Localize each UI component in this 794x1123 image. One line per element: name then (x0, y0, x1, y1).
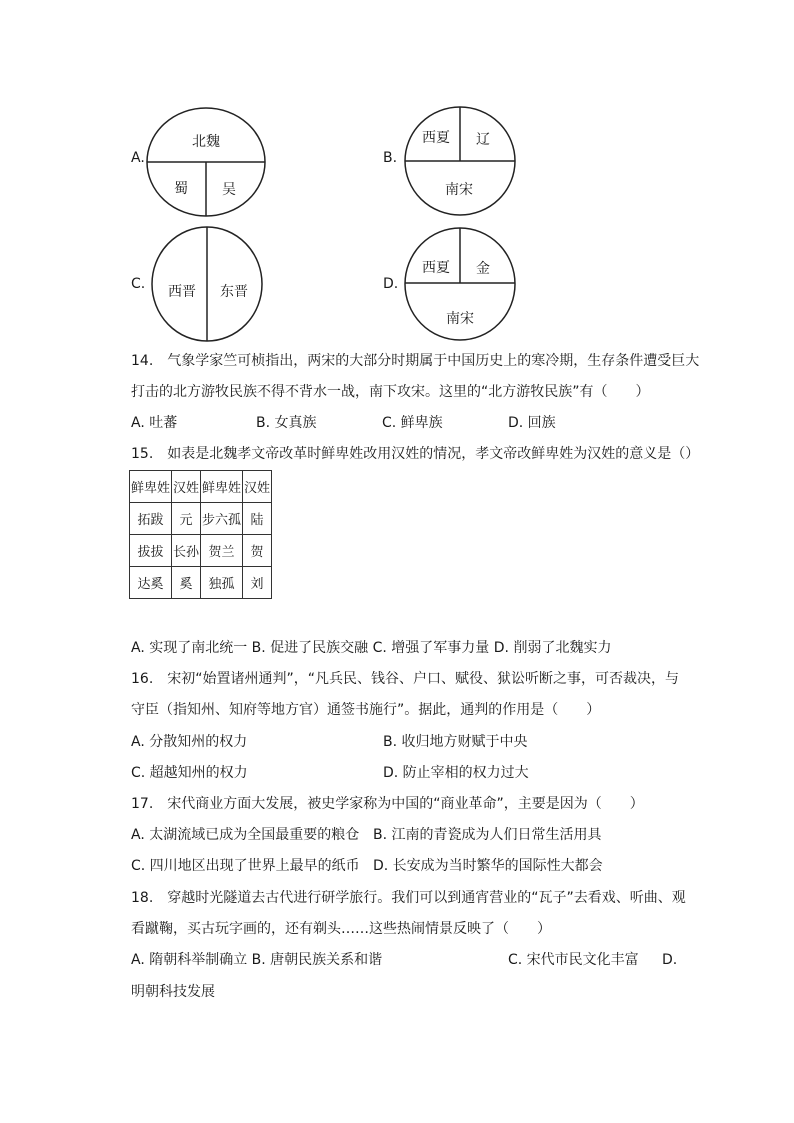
q14-option-b[interactable]: B. 女真族 (256, 415, 317, 431)
surname-table (129, 470, 272, 599)
table-header-cell: 汉姓 (243, 471, 272, 503)
table-row (130, 503, 272, 535)
q14-option-a[interactable]: A. 吐蕃 (131, 415, 178, 431)
q18-stem-line-1: 18. 穿越时光隧道去古代进行研学旅行。我们可以到通宵营业的“瓦子”去看戏、听曲、观 (131, 890, 686, 906)
q18-options-ab[interactable]: A. 隋朝科举制确立 B. 唐朝民族关系和谐 (131, 952, 383, 968)
table-cell: 贺兰 (201, 535, 243, 567)
q13-option-c-letter: C. (131, 276, 146, 292)
region-label: 南宋 (445, 182, 473, 198)
q15-options[interactable]: A. 实现了南北统一 B. 促进了民族交融 C. 增强了军事力量 D. 削弱了北魏实力 (131, 640, 612, 656)
q14-option-d[interactable]: D. 回族 (508, 415, 556, 431)
q15-stem: 15. 如表是北魏孝文帝改革时鲜卑姓改用汉姓的情况，孝文帝改鲜卑姓为汉姓的意义是（） (131, 446, 700, 462)
q16-option-a[interactable]: A. 分散知州的权力 (131, 734, 248, 750)
table-cell: 奚 (172, 567, 201, 599)
region-label: 北魏 (192, 134, 220, 150)
table-cell: 元 (172, 503, 201, 535)
table-cell: 独孤 (201, 567, 243, 599)
q18-option-c[interactable]: C. 宋代市民文化丰富 (508, 952, 639, 968)
table-cell: 刘 (243, 567, 272, 599)
q16-stem-line-1: 16. 宋初“始置诸州通判”，“凡兵民、钱谷、户口、赋役、狱讼听断之事，可否裁决，与 (131, 671, 680, 687)
q17-option-c[interactable]: C. 四川地区出现了世界上最早的纸币 (131, 858, 360, 874)
q13-option-d-diagram (403, 226, 517, 342)
table-row (130, 535, 272, 567)
q17-option-d[interactable]: D. 长安成为当时繁华的国际性大都会 (373, 858, 603, 874)
region-label: 东晋 (220, 284, 248, 300)
q16-option-d[interactable]: D. 防止宰相的权力过大 (383, 765, 529, 781)
q16-option-b[interactable]: B. 收归地方财赋于中央 (383, 734, 528, 750)
table-cell: 拔拔 (130, 535, 172, 567)
table-cell: 陆 (243, 503, 272, 535)
table-cell: 拓跋 (130, 503, 172, 535)
table-header-cell: 汉姓 (172, 471, 201, 503)
region-label: 蜀 (174, 181, 188, 197)
table-header-cell: 鲜卑姓 (130, 471, 172, 503)
q14-stem-line-2: 打击的北方游牧民族不得不背水一战，南下攻宋。这里的“北方游牧民族”有（ ） (131, 384, 650, 400)
q17-option-a[interactable]: A. 太湖流域已成为全国最重要的粮仓 (131, 827, 360, 843)
q14-stem-line-1: 14. 气象学家竺可桢指出，两宋的大部分时期属于中国历史上的寒冷期，生存条件遭受巨大 (131, 353, 700, 369)
q17-option-b[interactable]: B. 江南的青瓷成为人们日常生活用具 (373, 827, 602, 843)
table-header-cell: 鲜卑姓 (201, 471, 243, 503)
table-header-row (130, 471, 272, 503)
table-cell: 贺 (243, 535, 272, 567)
region-label: 金 (476, 261, 490, 277)
table-cell: 长孙 (172, 535, 201, 567)
region-label: 吴 (222, 182, 236, 198)
q18-option-d-text[interactable]: 明朝科技发展 (131, 984, 215, 1000)
q18-option-d-letter[interactable]: D. (662, 952, 678, 968)
region-label: 西夏 (422, 130, 450, 146)
q16-stem-line-2: 守臣（指知州、知府等地方官）通签书施行”。据此，通判的作用是（ ） (131, 702, 601, 718)
table-cell: 达奚 (130, 567, 172, 599)
q13-option-c-diagram (150, 225, 266, 343)
q13-option-b-diagram (403, 105, 517, 217)
table-row (130, 567, 272, 599)
q18-stem-line-2: 看蹴鞠，买古玩字画的，还有剃头……这些热闹情景反映了（ ） (131, 921, 551, 937)
region-label: 西夏 (422, 260, 450, 276)
region-label: 辽 (476, 132, 490, 148)
q13-option-b-letter: B. (383, 150, 398, 166)
region-label: 西晋 (168, 284, 196, 300)
q17-stem: 17. 宋代商业方面大发展，被史学家称为中国的“商业革命”，主要是因为（ ） (131, 796, 644, 812)
q16-option-c[interactable]: C. 超越知州的权力 (131, 765, 248, 781)
q13-option-a-diagram (145, 106, 267, 218)
table-cell: 步六孤 (201, 503, 243, 535)
q13-option-a-letter: A. (131, 150, 145, 166)
q13-option-d-letter: D. (383, 276, 399, 292)
q14-option-c[interactable]: C. 鲜卑族 (382, 415, 443, 431)
region-label: 南宋 (446, 311, 474, 327)
